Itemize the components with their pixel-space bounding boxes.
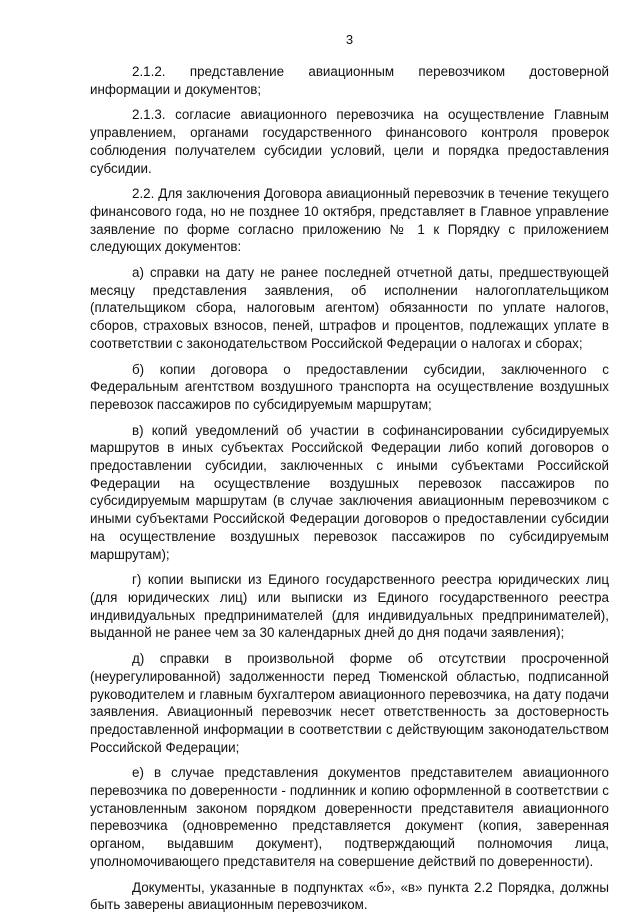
paragraph-2-1-2: 2.1.2. представление авиационным перевозчиком достоверной информации и документов; [90,64,609,97]
list-item-a: а) справки на дату не ранее последней отчетной даты, предшествующей месяцу представления заявления, об исполнении налогоплательщиком (плательщиком сбора, налоговым агентом) обязанности по уплате налогов, сборов, страховых взносов, пеней, штрафов и процентов, подлежащих уплате в соответствии с законодательством Российской Федерации о налогах и сборах; [90,265,609,351]
list-item-v: в) копий уведомлений об участии в софинансировании субсидируемых маршрутов в иных субъектах Российской Федерации либо копий договоров о предоставлении субсидии, заключенных с иными субъектами Российской Федерации на осуществление воздушных перевозок пассажиров по субсидируемым маршрутам (в случае заключения авиационным перевозчиком с иными субъектами Российской Федерации договоров о предоставлении субсидии на осуществление воздушных перевозок пассажиров по субсидируемым маршрутам); [90,422,609,562]
list-item-b: б) копии договора о предоставлении субсидии, заключенного с Федеральным агентством воздушного транспорта на осуществление воздушных перевозок пассажиров по субсидируемым маршрутам; [90,361,609,412]
closing-paragraph: Документы, указанные в подпунктах «б», «в» пункта 2.2 Порядка, должны быть заверены авиационным перевозчиком. [90,879,609,913]
paragraph-2-1-3: 2.1.3. согласие авиационного перевозчика на осуществление Главным управлением, органами государственного финансового контроля проверок соблюдения получателем субсидии условий, цели и порядка предоставления субсидии. [90,107,609,176]
page-number: 3 [345,32,354,47]
list-item-e: е) в случае представления документов представителем авиационного перевозчика по доверенности - подлинник и копию оформленной в соответствии с установленным законом порядком доверенности представителя авиационного перевозчика (одновременно представляется документ (копия, заверенная органом, выдавшим документ), подтверждающий полномочия лица, уполномочивающего представителя на совершение действий по доверенности). [90,765,609,869]
list-item-d: д) справки в произвольной форме об отсутствии просроченной (неурегулированной) задолженности перед Тюменской областью, подписанной руководителем и главным бухгалтером авиационного перевозчика, на дату подачи заявления. Авиационный перевозчик несет ответственность за достоверность предоставленной информации в соответствии с действующим законодательством Российской Федерации; [90,651,609,755]
list-item-g: г) копии выписки из Единого государственного реестра юридических лиц (для юридических лиц) или выписки из Единого государственного реестра индивидуальных предпринимателей (для индивидуальных предпринимателей), выданной не ранее чем за 30 календарных дней до дня подачи заявления); [90,572,609,641]
document-page [90,0,609,922]
paragraph-2-2: 2.2. Для заключения Договора авиационный перевозчик в течение текущего финансового года, но не позднее 10 октября, представляет в Главное управление заявление по форме согласно приложению № 1 к Порядку с приложением следующих документов: [90,186,609,255]
